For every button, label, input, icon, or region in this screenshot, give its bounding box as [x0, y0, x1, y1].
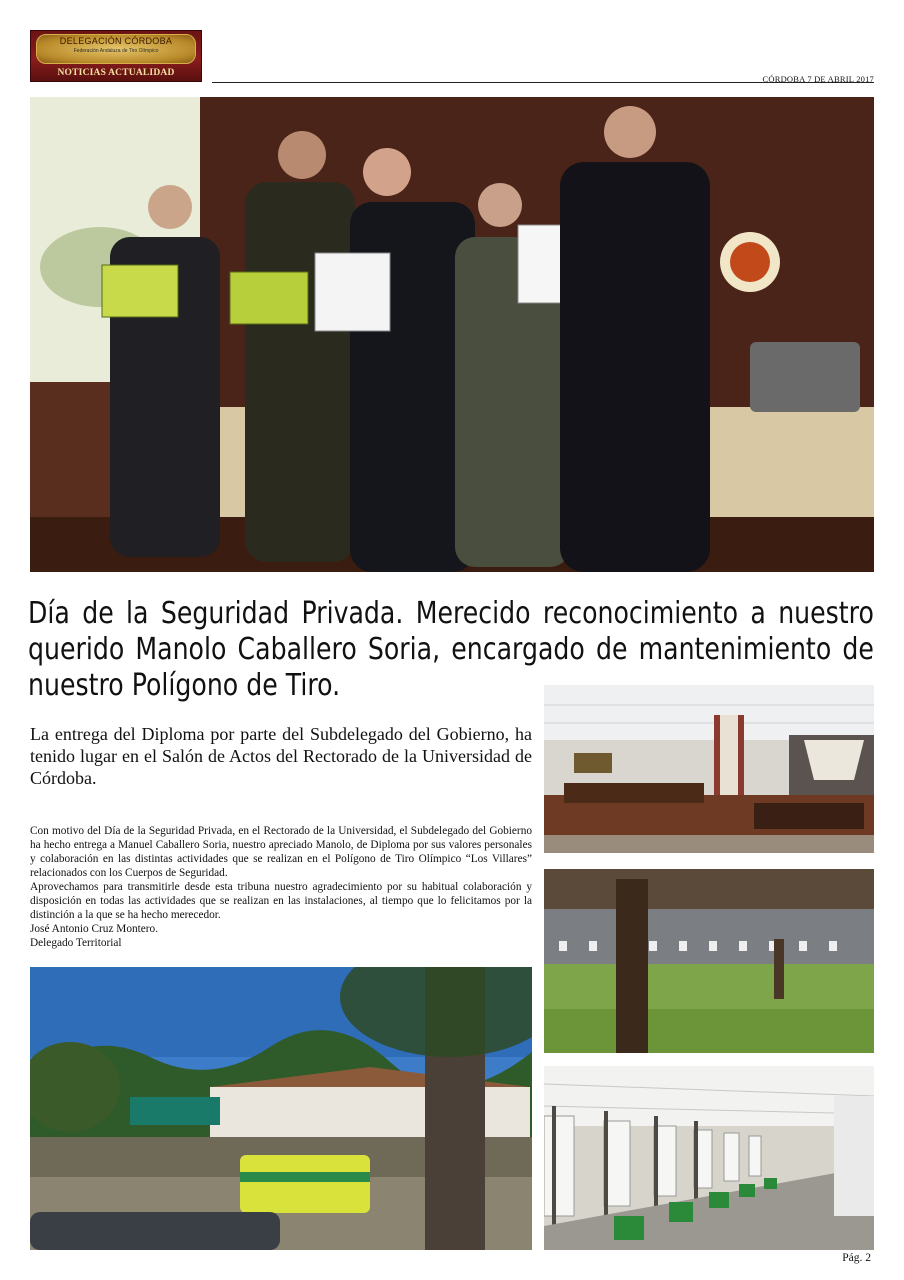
signature-title: Delegado Territorial: [30, 937, 122, 949]
section-title: NOTICIAS ACTUALIDAD: [57, 68, 175, 78]
shooting-range-indoor-photo: [544, 1066, 874, 1250]
logo-title: DELEGACIÓN CÓRDOBA: [59, 36, 173, 46]
shooting-range-outdoor-photo: [544, 869, 874, 1053]
body-paragraph: Con motivo del Día de la Seguridad Privada, en el Rectorado de la Universidad, el Subdelegado del Gobierno ha hecho entrega a Manuel Caballero Soria, nuestro apreciado Manolo, de Diploma por sus valores personales y colaboración en las distintas actividades que se realizan en el Polígono de Tiro Olímpico “Los Villares” relacionados con los Cuerpos de Seguridad.: [30, 825, 532, 879]
article-lead: La entrega del Diploma por parte del Subdelegado del Gobierno, ha tenido lugar en el Salón de Actos del Rectorado de la Universidad de Córdoba.: [30, 724, 532, 788]
dining-hall-photo: [544, 685, 874, 853]
article-headline: Día de la Seguridad Privada. Merecido reconocimiento a nuestro querido Manolo Caballero Soria, encargado de mantenimiento de nuestro Polígono de Tiro.: [28, 596, 874, 703]
signature-name: José Antonio Cruz Montero.: [30, 923, 159, 935]
facility-exterior-photo: [30, 967, 532, 1250]
ceremony-photo: [30, 97, 874, 572]
article-body: [30, 824, 532, 950]
logo-subtitle: Federación Andaluza de Tiro Olímpico: [73, 48, 159, 54]
page-number: Pág. 2: [842, 1252, 871, 1264]
issue-date: CÓRDOBA 7 DE ABRIL 2017: [762, 74, 874, 84]
body-paragraph: Aprovechamos para transmitirle desde esta tribuna nuestro agradecimiento por su habitual colaboración y disposición en todas las actividades que se realizan en las instalaciones, al tiempo que lo felicitamos por la distinción a la que se ha hecho merecedor.: [30, 881, 532, 921]
